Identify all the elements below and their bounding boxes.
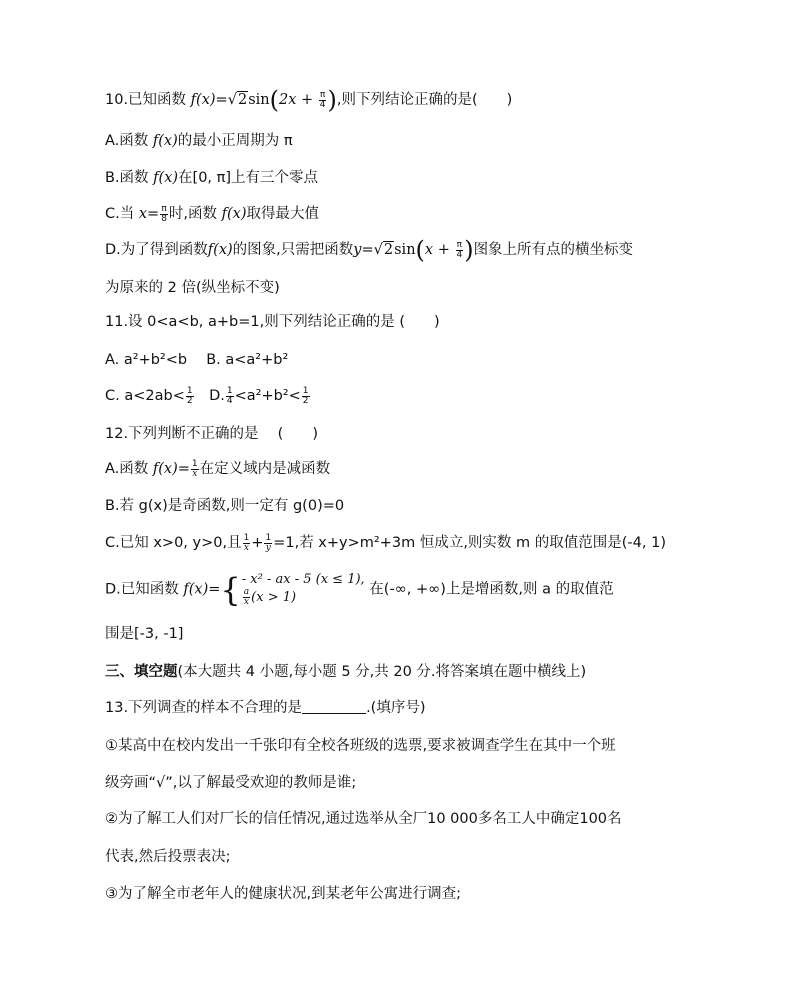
sqrt-symbol: √2 — [373, 242, 394, 258]
q10-stem: 10.已知函数 f(x)=√2sin(2x + $\frac{\pi}{4}$ ),则下列结论正确的是( ) — [105, 86, 513, 114]
q11-options-cd: C. a<2ab< $\frac{1}{2}$ D. $\frac{1}{4}$ <a²+b²< $\frac{1}{2}$ — [105, 385, 309, 406]
q13-item-1-cont: 级旁画“√”,以了解最受欢迎的教师是谁; — [105, 775, 357, 791]
q12-stem: 12.下列判断不正确的是 ( ) — [105, 426, 318, 442]
q10-option-d-cont: 为原来的 2 倍(纵坐标不变) — [105, 280, 280, 296]
fraction-a-over-x: $\frac{a}{x}$ — [243, 587, 250, 607]
left-brace: { — [220, 570, 241, 609]
q12-option-d-cont: 围是[-3, -1] — [105, 626, 184, 642]
fraction-one-over-x: $\frac{1}{x}$ — [191, 458, 198, 479]
q13-item-2: ②为了解工人们对厂长的信任情况,通过选举从全厂10 000多名工人中确定100名 — [105, 811, 622, 827]
q10-option-b: B.函数 f(x)在[0, π]上有三个零点 — [105, 170, 319, 186]
fraction-one-over-x: $\frac{1}{x}$ — [243, 532, 250, 553]
fraction-one-half: $\frac{1}{2}$ — [302, 385, 309, 406]
q12-option-b: B.若 g(x)是奇函数,则一定有 g(0)=0 — [105, 498, 345, 514]
fraction-one-half: $\frac{1}{2}$ — [186, 385, 193, 406]
q12-option-a: A.函数 f(x)= $\frac{1}{x}$ 在定义域内是减函数 — [105, 458, 331, 479]
fraction-pi-over-8: $\frac{\pi}{8}$ — [161, 203, 167, 224]
q13-item-1: ①某高中在校内发出一千张印有全校各班级的选票,要求被调查学生在其中一个班 — [105, 738, 616, 754]
q10-option-d: D.为了得到函数f(x)的图象,只需把函数y=√2sin(x + $\frac{\pi}{4}$ )图象上所有点的横坐标变 — [105, 236, 634, 264]
fraction-one-over-y: $\frac{1}{y}$ — [265, 532, 272, 553]
q13-stem: 13.下列调查的样本不合理的是 .(填序号) — [105, 700, 426, 716]
fraction-pi-over-4: $\frac{\pi}{4}$ — [319, 89, 326, 110]
fraction-pi-over-4: $\frac{\pi}{4}$ — [456, 239, 463, 260]
piecewise-function: { - x² - ax - 5 (x ≤ 1), $\frac{a}{x}$ (x > 1) — [220, 570, 365, 609]
q12-option-d: D.已知函数 f(x)= { - x² - ax - 5 (x ≤ 1), $\frac{a}{x}$ (x > 1) 在(-∞, +∞)上是增函数,则 a 的取值范 — [105, 570, 614, 609]
q11-options-ab: A. a²+b²<b B. a<a²+b² — [105, 352, 289, 368]
q11-stem: 11.设 0<a<b, a+b=1,则下列结论正确的是 ( ) — [105, 314, 440, 330]
fraction-one-quarter: $\frac{1}{4}$ — [226, 385, 233, 406]
q12-option-c: C.已知 x>0, y>0,且 $\frac{1}{x}$ + $\frac{1}{y}$ =1,若 x+y>m²+3m 恒成立,则实数 m 的取值范围是(-4, 1) — [105, 532, 666, 553]
sqrt-symbol: √2 — [227, 92, 248, 108]
q13-item-2-cont: 代表,然后投票表决; — [105, 849, 231, 865]
q10-option-c: C.当 x= $\frac{\pi}{8}$ 时,函数 f(x)取得最大值 — [105, 203, 320, 224]
answer-blank[interactable] — [302, 699, 366, 714]
q13-item-3: ③为了解全市老年人的健康状况,到某老年公寓进行调查; — [105, 886, 461, 902]
section-heading: 三、填空题(本大题共 4 小题,每小题 5 分,共 20 分.将答案填在题中横线上) — [105, 664, 587, 680]
q10-option-a: A.函数 f(x)的最小正周期为 π — [105, 133, 293, 149]
